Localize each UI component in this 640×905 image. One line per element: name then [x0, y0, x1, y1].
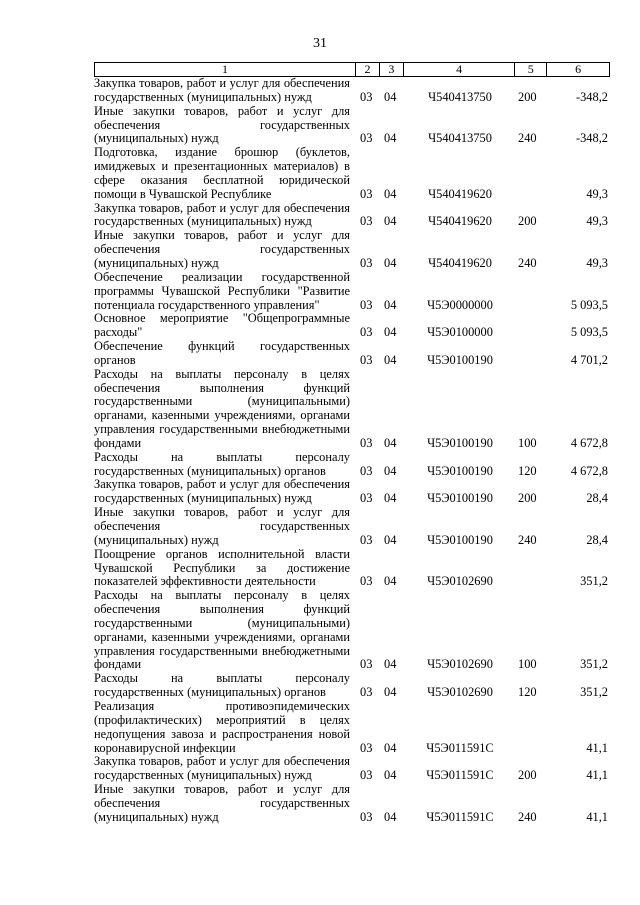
row-expense-type: 120 — [518, 463, 537, 478]
row-name: Закупка товаров, работ и услуг для обеспечения государственных (муниципальных) нужд — [94, 76, 350, 104]
row-target-code: Ч540413750 — [428, 131, 492, 146]
table-row — [94, 368, 610, 451]
row-subsection: 04 — [384, 255, 397, 270]
row-section: 03 — [360, 768, 373, 783]
row-target-code: Ч540419620 — [428, 186, 492, 201]
row-section: 03 — [360, 255, 373, 270]
budget-table — [94, 62, 610, 825]
row-section: 03 — [360, 435, 373, 450]
table-row — [94, 506, 610, 548]
row-expense-type: 120 — [518, 685, 537, 700]
row-subsection: 04 — [384, 768, 397, 783]
page-number: 31 — [313, 36, 327, 51]
table-body — [94, 77, 610, 825]
row-amount: 351,2 — [580, 657, 608, 672]
row-name: Иные закупки товаров, работ и услуг для обеспечения государственных (муниципальных) нужд — [94, 782, 350, 824]
row-target-code: Ч540419620 — [428, 214, 492, 229]
row-amount: 41,1 — [586, 809, 608, 824]
row-section: 03 — [360, 89, 373, 104]
row-target-code: Ч5Э0100000 — [427, 325, 493, 340]
row-name: Иные закупки товаров, работ и услуг для обеспечения государственных (муниципальных) нужд — [94, 505, 350, 547]
row-subsection: 04 — [384, 352, 397, 367]
row-target-code: Ч5Э011591С — [426, 809, 494, 824]
table-row — [94, 105, 610, 147]
row-subsection: 04 — [384, 297, 397, 312]
row-name: Поощрение органов исполнительной власти Чувашской Республики за достижение показателей эффективности деятельности — [94, 546, 350, 589]
row-section: 03 — [360, 657, 373, 672]
row-subsection: 04 — [384, 325, 397, 340]
row-section: 03 — [360, 685, 373, 700]
row-subsection: 04 — [384, 435, 397, 450]
row-expense-type: 240 — [518, 532, 537, 547]
table-row — [94, 340, 610, 368]
row-section: 03 — [360, 532, 373, 547]
header-col-2: 2 — [356, 63, 380, 76]
row-target-code: Ч5Э0000000 — [427, 297, 493, 312]
row-subsection: 04 — [384, 89, 397, 104]
row-amount: 5 093,5 — [570, 297, 608, 312]
row-section: 03 — [360, 214, 373, 229]
table-row — [94, 202, 610, 230]
row-expense-type: 200 — [518, 89, 537, 104]
row-subsection: 04 — [384, 532, 397, 547]
row-section: 03 — [360, 186, 373, 201]
table-row — [94, 672, 610, 700]
row-section: 03 — [360, 809, 373, 824]
row-subsection: 04 — [384, 574, 397, 589]
row-target-code: Ч5Э0102690 — [427, 657, 493, 672]
row-amount: 4 701,2 — [570, 352, 608, 367]
row-amount: 4 672,8 — [570, 463, 608, 478]
row-amount: 28,4 — [586, 491, 608, 506]
row-amount: 351,2 — [580, 685, 608, 700]
row-target-code: Ч5Э0102690 — [427, 574, 493, 589]
header-col-4: 4 — [404, 63, 516, 76]
row-subsection: 04 — [384, 214, 397, 229]
row-expense-type: 100 — [518, 657, 537, 672]
table-row — [94, 146, 610, 201]
table-row — [94, 755, 610, 783]
row-expense-type: 240 — [518, 255, 537, 270]
row-subsection: 04 — [384, 657, 397, 672]
row-subsection: 04 — [384, 685, 397, 700]
row-name: Основное мероприятие "Общепрограммные расходы" — [94, 311, 350, 340]
header-col-3: 3 — [380, 63, 404, 76]
row-expense-type: 240 — [518, 809, 537, 824]
row-name: Обеспечение функций государственных органов — [94, 339, 350, 367]
table-row — [94, 589, 610, 672]
row-expense-type: 200 — [518, 214, 537, 229]
row-target-code: Ч540419620 — [428, 255, 492, 270]
row-section: 03 — [360, 131, 373, 146]
row-target-code: Ч5Э0100190 — [427, 352, 493, 367]
row-name: Реализация противоэпидемических (профилактических) мероприятий в целях недопущения завоза и распространения новой коронавирусной инфекции — [94, 698, 350, 755]
row-target-code: Ч5Э0102690 — [427, 685, 493, 700]
row-subsection: 04 — [384, 463, 397, 478]
row-target-code: Ч5Э0100190 — [427, 491, 493, 506]
row-subsection: 04 — [384, 491, 397, 506]
row-amount: 28,4 — [586, 532, 608, 547]
table-row — [94, 478, 610, 506]
row-target-code: Ч5Э0100190 — [427, 463, 493, 478]
row-section: 03 — [360, 297, 373, 312]
row-name: Расходы на выплаты персоналу в целях обеспечения выполнения функций государственными (муниципальными) органами, казенными учреждениями, органами управления государственными внебюджетными фондами — [94, 366, 350, 450]
table-row — [94, 548, 610, 590]
row-section: 03 — [360, 740, 373, 755]
row-name: Закупка товаров, работ и услуг для обеспечения государственных (муниципальных) нужд — [94, 477, 350, 506]
row-name: Иные закупки товаров, работ и услуг для обеспечения государственных (муниципальных) нужд — [94, 228, 350, 270]
row-target-code: Ч5Э011591С — [426, 740, 494, 755]
row-amount: 5 093,5 — [570, 325, 608, 340]
row-name: Расходы на выплаты персоналу государственных (муниципальных) органов — [94, 449, 350, 478]
row-expense-type: 100 — [518, 435, 537, 450]
table-header — [94, 62, 610, 77]
row-expense-type: 200 — [518, 491, 537, 506]
row-name: Иные закупки товаров, работ и услуг для обеспечения государственных (муниципальных) нужд — [94, 103, 350, 146]
row-expense-type: 240 — [518, 131, 537, 146]
table-row — [94, 451, 610, 479]
table-row — [94, 312, 610, 340]
row-target-code: Ч5Э0100190 — [427, 435, 493, 450]
row-section: 03 — [360, 574, 373, 589]
row-section: 03 — [360, 491, 373, 506]
row-target-code: Ч540413750 — [428, 89, 492, 104]
row-amount: 49,3 — [586, 214, 608, 229]
row-amount: 4 672,8 — [570, 435, 608, 450]
row-section: 03 — [360, 352, 373, 367]
row-amount: 351,2 — [580, 574, 608, 589]
header-col-5: 5 — [515, 63, 547, 76]
row-amount: 49,3 — [586, 186, 608, 201]
row-expense-type: 200 — [518, 768, 537, 783]
row-subsection: 04 — [384, 131, 397, 146]
row-amount: 49,3 — [586, 255, 608, 270]
table-row — [94, 271, 610, 313]
row-subsection: 04 — [384, 809, 397, 824]
table-row — [94, 77, 610, 105]
row-subsection: 04 — [384, 186, 397, 201]
row-amount: 41,1 — [586, 768, 608, 783]
table-row — [94, 783, 610, 825]
row-name: Расходы на выплаты персоналу в целях обеспечения выполнения функций государственными (муниципальными) органами, казенными учреждениями, органами управления государственными внебюджетными фондами — [94, 588, 350, 672]
row-amount: 41,1 — [586, 740, 608, 755]
row-subsection: 04 — [384, 740, 397, 755]
row-section: 03 — [360, 463, 373, 478]
row-section: 03 — [360, 325, 373, 340]
row-name: Расходы на выплаты персоналу государственных (муниципальных) органов — [94, 671, 350, 700]
header-col-6: 6 — [575, 62, 582, 76]
row-amount: -348,2 — [575, 131, 608, 146]
header-col-1: 1 — [95, 63, 356, 76]
row-name: Закупка товаров, работ и услуг для обеспечения государственных (муниципальных) нужд — [94, 200, 350, 229]
table-row — [94, 700, 610, 755]
row-name: Подготовка, издание брошюр (буклетов, имиджевых и презентационных материалов) в сфере оказания бесплатной юридической помощи в Чувашской Республике — [94, 145, 350, 201]
row-target-code: Ч5Э0100190 — [427, 532, 493, 547]
row-name: Обеспечение реализации государственной программы Чувашской Республики "Развитие потенциала государственного управления" — [94, 269, 350, 312]
row-name: Закупка товаров, работ и услуг для обеспечения государственных (муниципальных) нужд — [94, 754, 350, 783]
row-amount: -348,2 — [575, 89, 608, 104]
table-row — [94, 229, 610, 271]
row-target-code: Ч5Э011591С — [426, 768, 494, 783]
